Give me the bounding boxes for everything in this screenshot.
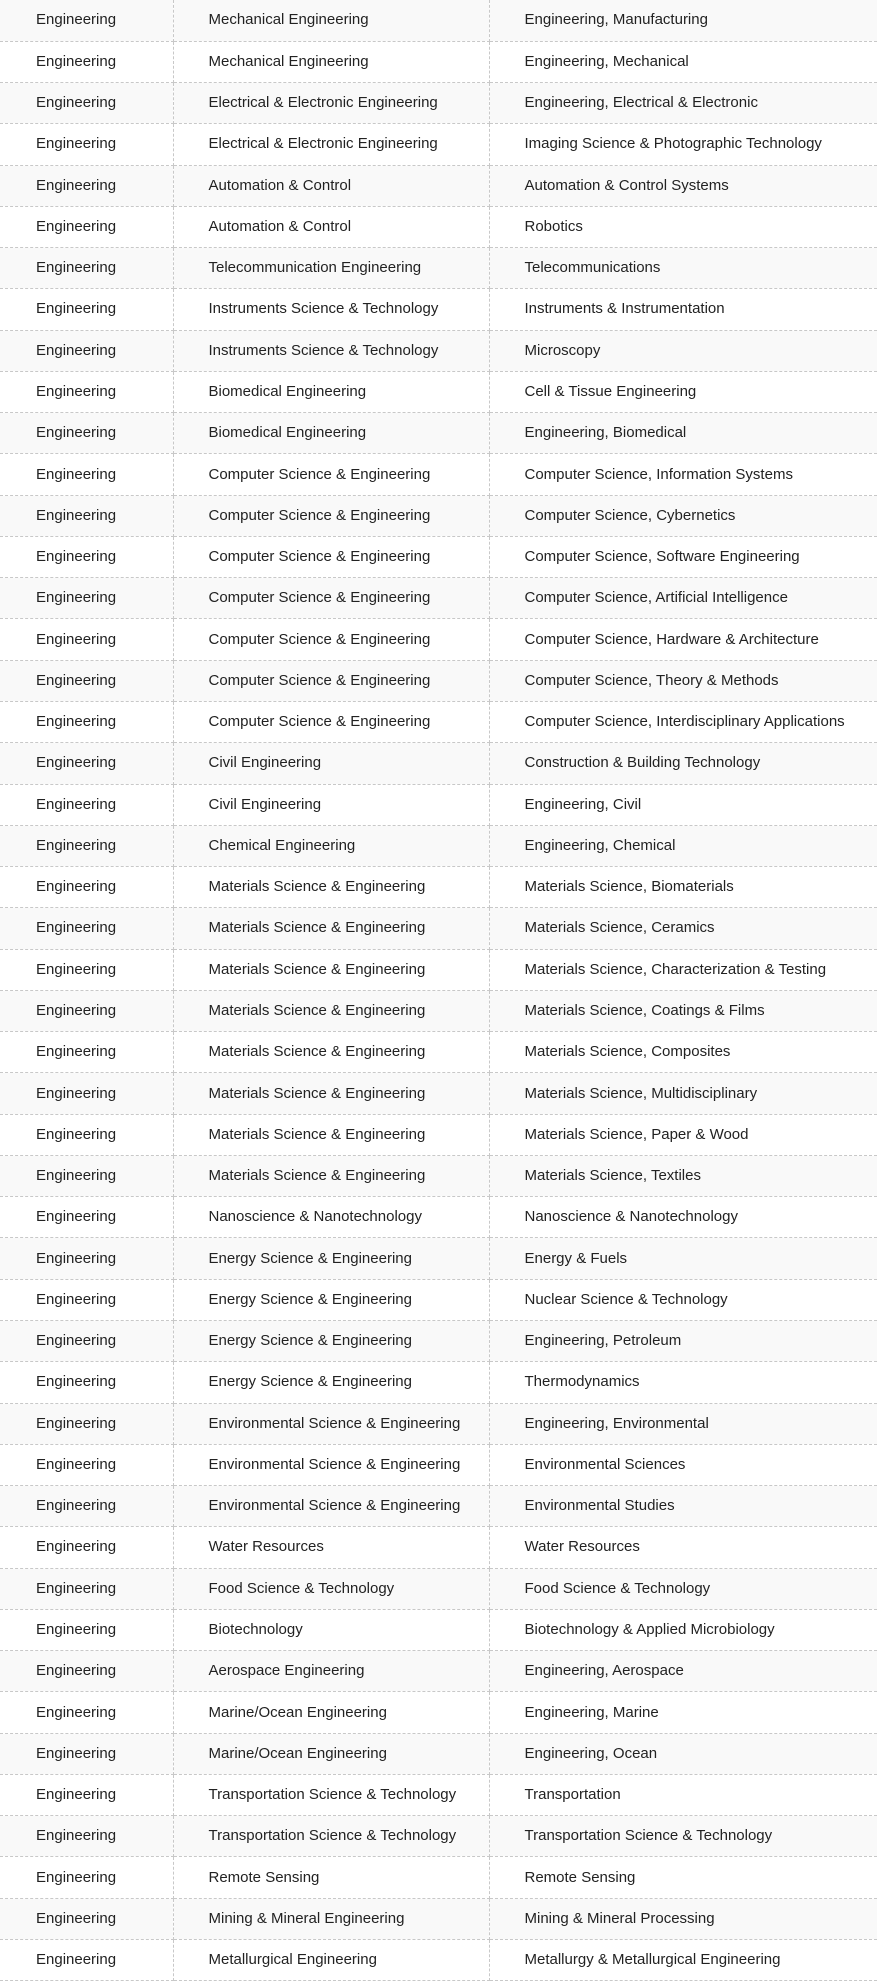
discipline-cell: Engineering bbox=[0, 825, 173, 866]
category-cell: Computer Science, Information Systems bbox=[489, 454, 877, 495]
subject-area-cell: Chemical Engineering bbox=[173, 825, 489, 866]
category-cell: Transportation Science & Technology bbox=[489, 1816, 877, 1857]
subject-area-cell: Energy Science & Engineering bbox=[173, 1362, 489, 1403]
subject-area-cell: Computer Science & Engineering bbox=[173, 660, 489, 701]
table-row bbox=[0, 1238, 877, 1279]
category-cell: Computer Science, Interdisciplinary Applications bbox=[489, 702, 877, 743]
subject-area-cell: Environmental Science & Engineering bbox=[173, 1403, 489, 1444]
table-row bbox=[0, 1939, 877, 1980]
table-row bbox=[0, 165, 877, 206]
discipline-cell: Engineering bbox=[0, 1486, 173, 1527]
table-row bbox=[0, 83, 877, 124]
table-row bbox=[0, 330, 877, 371]
discipline-cell: Engineering bbox=[0, 1073, 173, 1114]
category-cell: Engineering, Ocean bbox=[489, 1733, 877, 1774]
subject-area-cell: Computer Science & Engineering bbox=[173, 702, 489, 743]
discipline-cell: Engineering bbox=[0, 1651, 173, 1692]
category-cell: Computer Science, Cybernetics bbox=[489, 495, 877, 536]
discipline-cell: Engineering bbox=[0, 289, 173, 330]
subject-area-cell: Materials Science & Engineering bbox=[173, 1114, 489, 1155]
discipline-cell: Engineering bbox=[0, 248, 173, 289]
category-cell: Instruments & Instrumentation bbox=[489, 289, 877, 330]
discipline-cell: Engineering bbox=[0, 1774, 173, 1815]
subject-area-cell: Computer Science & Engineering bbox=[173, 454, 489, 495]
category-cell: Microscopy bbox=[489, 330, 877, 371]
category-cell: Environmental Sciences bbox=[489, 1444, 877, 1485]
category-cell: Construction & Building Technology bbox=[489, 743, 877, 784]
category-cell: Engineering, Manufacturing bbox=[489, 0, 877, 41]
subject-area-cell: Computer Science & Engineering bbox=[173, 578, 489, 619]
category-cell: Cell & Tissue Engineering bbox=[489, 371, 877, 412]
subject-area-cell: Materials Science & Engineering bbox=[173, 908, 489, 949]
table-row bbox=[0, 1444, 877, 1485]
discipline-cell: Engineering bbox=[0, 1527, 173, 1568]
category-cell: Engineering, Petroleum bbox=[489, 1321, 877, 1362]
discipline-cell: Engineering bbox=[0, 124, 173, 165]
discipline-cell: Engineering bbox=[0, 41, 173, 82]
subject-area-cell: Marine/Ocean Engineering bbox=[173, 1733, 489, 1774]
table-row bbox=[0, 825, 877, 866]
discipline-cell: Engineering bbox=[0, 1568, 173, 1609]
table-row bbox=[0, 619, 877, 660]
discipline-cell: Engineering bbox=[0, 1197, 173, 1238]
subject-area-cell: Mechanical Engineering bbox=[173, 41, 489, 82]
category-cell: Computer Science, Software Engineering bbox=[489, 536, 877, 577]
category-cell: Engineering, Civil bbox=[489, 784, 877, 825]
discipline-cell: Engineering bbox=[0, 413, 173, 454]
category-cell: Materials Science, Biomaterials bbox=[489, 867, 877, 908]
table-row bbox=[0, 413, 877, 454]
table-row bbox=[0, 1733, 877, 1774]
subject-area-cell: Transportation Science & Technology bbox=[173, 1774, 489, 1815]
category-cell: Engineering, Mechanical bbox=[489, 41, 877, 82]
category-cell: Metallurgy & Metallurgical Engineering bbox=[489, 1939, 877, 1980]
category-cell: Biotechnology & Applied Microbiology bbox=[489, 1609, 877, 1650]
discipline-cell: Engineering bbox=[0, 165, 173, 206]
subject-area-cell: Automation & Control bbox=[173, 165, 489, 206]
discipline-cell: Engineering bbox=[0, 83, 173, 124]
subject-area-cell: Biomedical Engineering bbox=[173, 413, 489, 454]
category-cell: Engineering, Biomedical bbox=[489, 413, 877, 454]
discipline-cell: Engineering bbox=[0, 1321, 173, 1362]
subject-area-cell: Mining & Mineral Engineering bbox=[173, 1898, 489, 1939]
subject-area-cell: Remote Sensing bbox=[173, 1857, 489, 1898]
category-cell: Computer Science, Hardware & Architecture bbox=[489, 619, 877, 660]
table-row bbox=[0, 1321, 877, 1362]
category-cell: Materials Science, Ceramics bbox=[489, 908, 877, 949]
subject-area-cell: Food Science & Technology bbox=[173, 1568, 489, 1609]
table-row bbox=[0, 1651, 877, 1692]
table-row bbox=[0, 371, 877, 412]
discipline-cell: Engineering bbox=[0, 1114, 173, 1155]
discipline-cell: Engineering bbox=[0, 1279, 173, 1320]
discipline-cell: Engineering bbox=[0, 1444, 173, 1485]
discipline-cell: Engineering bbox=[0, 1733, 173, 1774]
category-cell: Materials Science, Composites bbox=[489, 1032, 877, 1073]
category-cell: Materials Science, Characterization & Testing bbox=[489, 949, 877, 990]
subject-area-cell: Environmental Science & Engineering bbox=[173, 1444, 489, 1485]
category-cell: Computer Science, Theory & Methods bbox=[489, 660, 877, 701]
category-cell: Energy & Fuels bbox=[489, 1238, 877, 1279]
category-cell: Materials Science, Textiles bbox=[489, 1155, 877, 1196]
discipline-cell: Engineering bbox=[0, 1238, 173, 1279]
table-row bbox=[0, 784, 877, 825]
table-row bbox=[0, 0, 877, 41]
subject-area-cell: Materials Science & Engineering bbox=[173, 949, 489, 990]
table-row bbox=[0, 743, 877, 784]
discipline-cell: Engineering bbox=[0, 619, 173, 660]
table-row bbox=[0, 1032, 877, 1073]
discipline-cell: Engineering bbox=[0, 1609, 173, 1650]
subject-area-cell: Materials Science & Engineering bbox=[173, 1073, 489, 1114]
discipline-cell: Engineering bbox=[0, 867, 173, 908]
table-row bbox=[0, 1114, 877, 1155]
discipline-cell: Engineering bbox=[0, 1816, 173, 1857]
discipline-cell: Engineering bbox=[0, 990, 173, 1031]
discipline-cell: Engineering bbox=[0, 1403, 173, 1444]
subject-area-cell: Electrical & Electronic Engineering bbox=[173, 124, 489, 165]
category-cell: Engineering, Environmental bbox=[489, 1403, 877, 1444]
category-cell: Materials Science, Paper & Wood bbox=[489, 1114, 877, 1155]
table-row bbox=[0, 1774, 877, 1815]
subject-area-cell: Telecommunication Engineering bbox=[173, 248, 489, 289]
category-cell: Nuclear Science & Technology bbox=[489, 1279, 877, 1320]
discipline-cell: Engineering bbox=[0, 702, 173, 743]
subject-area-cell: Energy Science & Engineering bbox=[173, 1279, 489, 1320]
table-row bbox=[0, 1197, 877, 1238]
table-row bbox=[0, 702, 877, 743]
subject-area-cell: Instruments Science & Technology bbox=[173, 330, 489, 371]
discipline-cell: Engineering bbox=[0, 536, 173, 577]
subject-area-cell: Computer Science & Engineering bbox=[173, 536, 489, 577]
subject-area-cell: Environmental Science & Engineering bbox=[173, 1486, 489, 1527]
table-row bbox=[0, 1527, 877, 1568]
table-row bbox=[0, 1362, 877, 1403]
subject-area-cell: Biotechnology bbox=[173, 1609, 489, 1650]
category-cell: Engineering, Marine bbox=[489, 1692, 877, 1733]
table-row bbox=[0, 660, 877, 701]
discipline-cell: Engineering bbox=[0, 908, 173, 949]
subject-area-cell: Materials Science & Engineering bbox=[173, 1032, 489, 1073]
subject-area-cell: Electrical & Electronic Engineering bbox=[173, 83, 489, 124]
table-row bbox=[0, 289, 877, 330]
category-cell: Remote Sensing bbox=[489, 1857, 877, 1898]
discipline-cell: Engineering bbox=[0, 0, 173, 41]
table-row bbox=[0, 1816, 877, 1857]
subject-area-cell: Automation & Control bbox=[173, 206, 489, 247]
table-row bbox=[0, 495, 877, 536]
category-cell: Engineering, Electrical & Electronic bbox=[489, 83, 877, 124]
category-cell: Engineering, Aerospace bbox=[489, 1651, 877, 1692]
table-row bbox=[0, 1568, 877, 1609]
category-cell: Water Resources bbox=[489, 1527, 877, 1568]
discipline-cell: Engineering bbox=[0, 1857, 173, 1898]
category-cell: Thermodynamics bbox=[489, 1362, 877, 1403]
category-cell: Nanoscience & Nanotechnology bbox=[489, 1197, 877, 1238]
subject-area-cell: Energy Science & Engineering bbox=[173, 1238, 489, 1279]
discipline-cell: Engineering bbox=[0, 743, 173, 784]
table-row bbox=[0, 1692, 877, 1733]
table-row bbox=[0, 248, 877, 289]
discipline-cell: Engineering bbox=[0, 330, 173, 371]
subject-area-cell: Marine/Ocean Engineering bbox=[173, 1692, 489, 1733]
discipline-cell: Engineering bbox=[0, 1155, 173, 1196]
table-row bbox=[0, 908, 877, 949]
subject-area-cell: Civil Engineering bbox=[173, 784, 489, 825]
table-row bbox=[0, 1898, 877, 1939]
subject-area-cell: Transportation Science & Technology bbox=[173, 1816, 489, 1857]
discipline-cell: Engineering bbox=[0, 454, 173, 495]
subject-area-cell: Materials Science & Engineering bbox=[173, 867, 489, 908]
table-row bbox=[0, 867, 877, 908]
subject-area-cell: Water Resources bbox=[173, 1527, 489, 1568]
discipline-cell: Engineering bbox=[0, 1362, 173, 1403]
subject-area-cell: Aerospace Engineering bbox=[173, 1651, 489, 1692]
table-row bbox=[0, 1486, 877, 1527]
discipline-cell: Engineering bbox=[0, 495, 173, 536]
discipline-cell: Engineering bbox=[0, 949, 173, 990]
table-row bbox=[0, 1279, 877, 1320]
subject-area-cell: Energy Science & Engineering bbox=[173, 1321, 489, 1362]
table-row bbox=[0, 41, 877, 82]
discipline-cell: Engineering bbox=[0, 1032, 173, 1073]
table-row bbox=[0, 578, 877, 619]
table-row bbox=[0, 1609, 877, 1650]
discipline-cell: Engineering bbox=[0, 578, 173, 619]
category-cell: Materials Science, Coatings & Films bbox=[489, 990, 877, 1031]
subject-area-cell: Instruments Science & Technology bbox=[173, 289, 489, 330]
table-row bbox=[0, 206, 877, 247]
table-row bbox=[0, 454, 877, 495]
table-row bbox=[0, 949, 877, 990]
subject-area-cell: Metallurgical Engineering bbox=[173, 1939, 489, 1980]
category-cell: Engineering, Chemical bbox=[489, 825, 877, 866]
table-row bbox=[0, 124, 877, 165]
category-cell: Telecommunications bbox=[489, 248, 877, 289]
subject-area-cell: Computer Science & Engineering bbox=[173, 619, 489, 660]
category-cell: Automation & Control Systems bbox=[489, 165, 877, 206]
table-row bbox=[0, 990, 877, 1031]
discipline-cell: Engineering bbox=[0, 371, 173, 412]
discipline-cell: Engineering bbox=[0, 1939, 173, 1980]
discipline-cell: Engineering bbox=[0, 784, 173, 825]
subject-area-cell: Nanoscience & Nanotechnology bbox=[173, 1197, 489, 1238]
table-row bbox=[0, 1073, 877, 1114]
table-row bbox=[0, 1857, 877, 1898]
subject-area-cell: Materials Science & Engineering bbox=[173, 990, 489, 1031]
category-cell: Robotics bbox=[489, 206, 877, 247]
subject-area-cell: Materials Science & Engineering bbox=[173, 1155, 489, 1196]
category-cell: Environmental Studies bbox=[489, 1486, 877, 1527]
category-cell: Transportation bbox=[489, 1774, 877, 1815]
subject-area-cell: Civil Engineering bbox=[173, 743, 489, 784]
table-row bbox=[0, 536, 877, 577]
category-cell: Materials Science, Multidisciplinary bbox=[489, 1073, 877, 1114]
table-row bbox=[0, 1155, 877, 1196]
category-cell: Imaging Science & Photographic Technology bbox=[489, 124, 877, 165]
discipline-cell: Engineering bbox=[0, 660, 173, 701]
discipline-cell: Engineering bbox=[0, 1692, 173, 1733]
category-cell: Food Science & Technology bbox=[489, 1568, 877, 1609]
discipline-cell: Engineering bbox=[0, 1898, 173, 1939]
subject-area-cell: Computer Science & Engineering bbox=[173, 495, 489, 536]
table-row bbox=[0, 1403, 877, 1444]
subject-area-cell: Biomedical Engineering bbox=[173, 371, 489, 412]
category-cell: Computer Science, Artificial Intelligence bbox=[489, 578, 877, 619]
subject-area-cell: Mechanical Engineering bbox=[173, 0, 489, 41]
category-cell: Mining & Mineral Processing bbox=[489, 1898, 877, 1939]
discipline-cell: Engineering bbox=[0, 206, 173, 247]
